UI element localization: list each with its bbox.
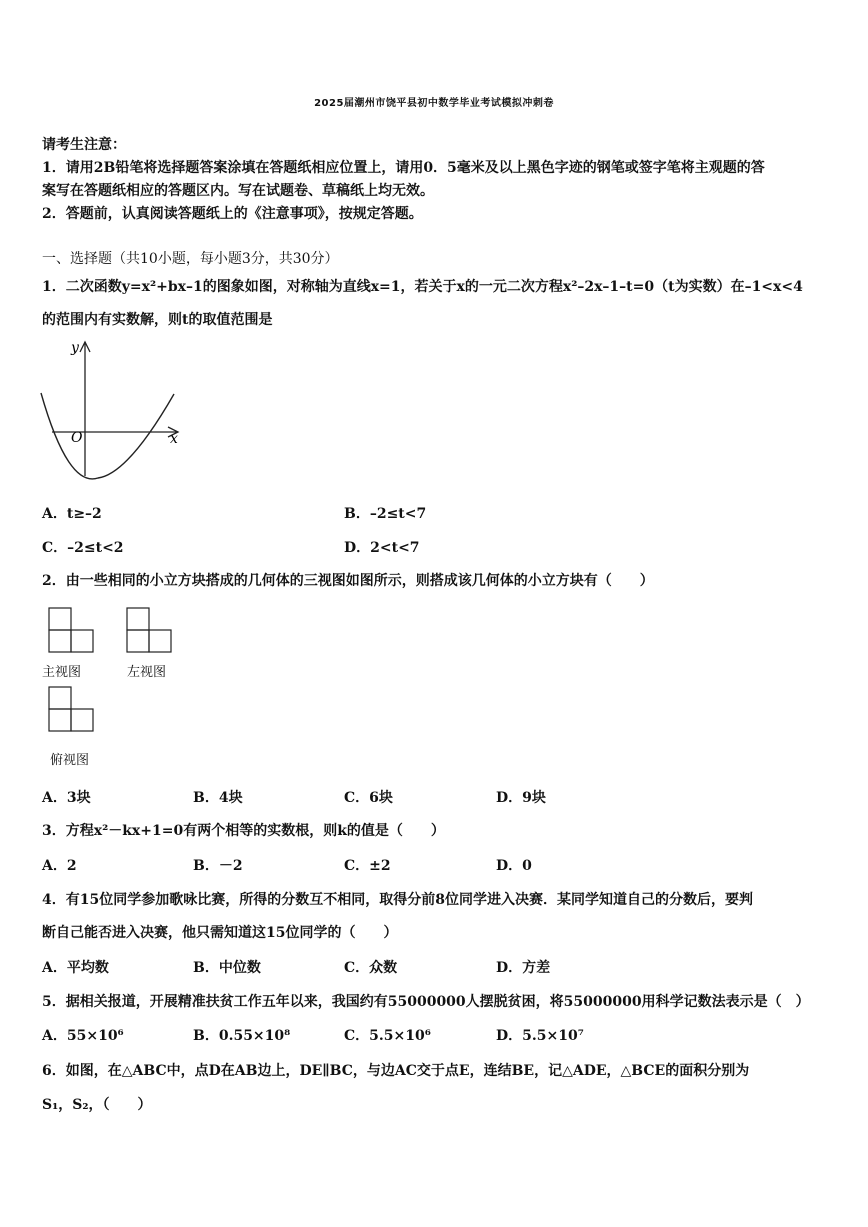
q1-option-d: D．2<t<7	[344, 540, 420, 556]
q1-stem-line-1: 1．二次函数y=x²+bx–1的图象如图，对称轴为直线x=1，若关于x的一元二次方程x²–2x–1–t=0（t为实数）在–1<x<4	[42, 279, 803, 295]
q1-parabola-graph	[38, 338, 188, 488]
page-title: 2025届潮州市饶平县初中数学毕业考试模拟冲刺卷	[314, 98, 554, 109]
q3-option-d: D．0	[496, 858, 532, 874]
q1-stem-line-2: 的范围内有实数解，则t的取值范围是	[42, 312, 273, 328]
q5-option-c: C．5.5×10⁶	[344, 1028, 431, 1044]
q5-stem: 5．据相关报道，开展精准扶贫工作五年以来，我国约有55000000人摆脱贫困，将55000000用科学记数法表示是（ ）	[42, 994, 810, 1010]
q2-option-c: C．6块	[344, 790, 393, 806]
q5-option-d: D．5.5×10⁷	[496, 1028, 584, 1044]
parabola-curve	[41, 393, 174, 479]
q6-stem-line-1: 6．如图，在△ABC中，点D在AB边上，DE∥BC，与边AC交于点E，连结BE，记△ADE，△BCE的面积分别为	[42, 1063, 750, 1079]
notice-line-1a: 1．请用2B铅笔将选择题答案涂填在答题纸相应位置上，请用0．5毫米及以上黑色字迹的钢笔或签字笔将主观题的答	[42, 160, 765, 176]
q3-stem: 3．方程x²－kx+1=0有两个相等的实数根，则k的值是（ ）	[42, 823, 445, 839]
q1-option-a: A．t≥–2	[42, 506, 102, 522]
x-axis-label: x	[170, 431, 178, 447]
q4-option-b: B．中位数	[193, 960, 261, 976]
origin-label: O	[71, 430, 83, 446]
section-heading: 一、选择题（共10小题，每小题3分，共30分）	[42, 251, 339, 267]
q4-option-a: A．平均数	[42, 960, 109, 976]
q2-option-b: B．4块	[193, 790, 243, 806]
q4-option-c: C．众数	[344, 960, 398, 976]
y-axis-label: y	[71, 340, 79, 356]
q4-stem-line-1: 4．有15位同学参加歌咏比赛，所得的分数互不相同，取得分前8位同学进入决赛．某同学知道自己的分数后，要判	[42, 892, 753, 908]
top-view-caption: 俯视图	[50, 753, 90, 768]
q2-option-a: A．3块	[42, 790, 91, 806]
top-view-figure	[48, 686, 96, 734]
q6-stem-line-2: S₁，S₂，（ ）	[42, 1097, 152, 1113]
q2-stem: 2．由一些相同的小立方块搭成的几何体的三视图如图所示，则搭成该几何体的小立方块有（ ）	[42, 573, 654, 589]
q3-option-c: C．±2	[344, 858, 391, 874]
notice-heading: 请考生注意：	[42, 137, 126, 153]
notice-line-2: 2．答题前，认真阅读答题纸上的《注意事项》，按规定答题。	[42, 206, 423, 222]
q5-option-a: A．55×10⁶	[42, 1028, 124, 1044]
q2-option-d: D．9块	[496, 790, 546, 806]
q3-option-b: B．－2	[193, 858, 243, 874]
q1-option-c: C．–2≤t<2	[42, 540, 124, 556]
q4-stem-line-2: 断自己能否进入决赛，他只需知道这15位同学的（ ）	[42, 925, 398, 941]
q4-option-d: D．方差	[496, 960, 551, 976]
q5-option-b: B．0.55×10⁸	[193, 1028, 291, 1044]
notice-line-1b: 案写在答题纸相应的答题区内。写在试题卷、草稿纸上均无效。	[42, 183, 434, 199]
left-view-caption: 左视图	[127, 665, 167, 680]
front-view-figure	[48, 607, 96, 655]
left-view-figure	[126, 607, 174, 655]
q3-option-a: A．2	[42, 858, 77, 874]
q1-option-b: B．–2≤t<7	[344, 506, 427, 522]
front-view-caption: 主视图	[42, 665, 82, 680]
